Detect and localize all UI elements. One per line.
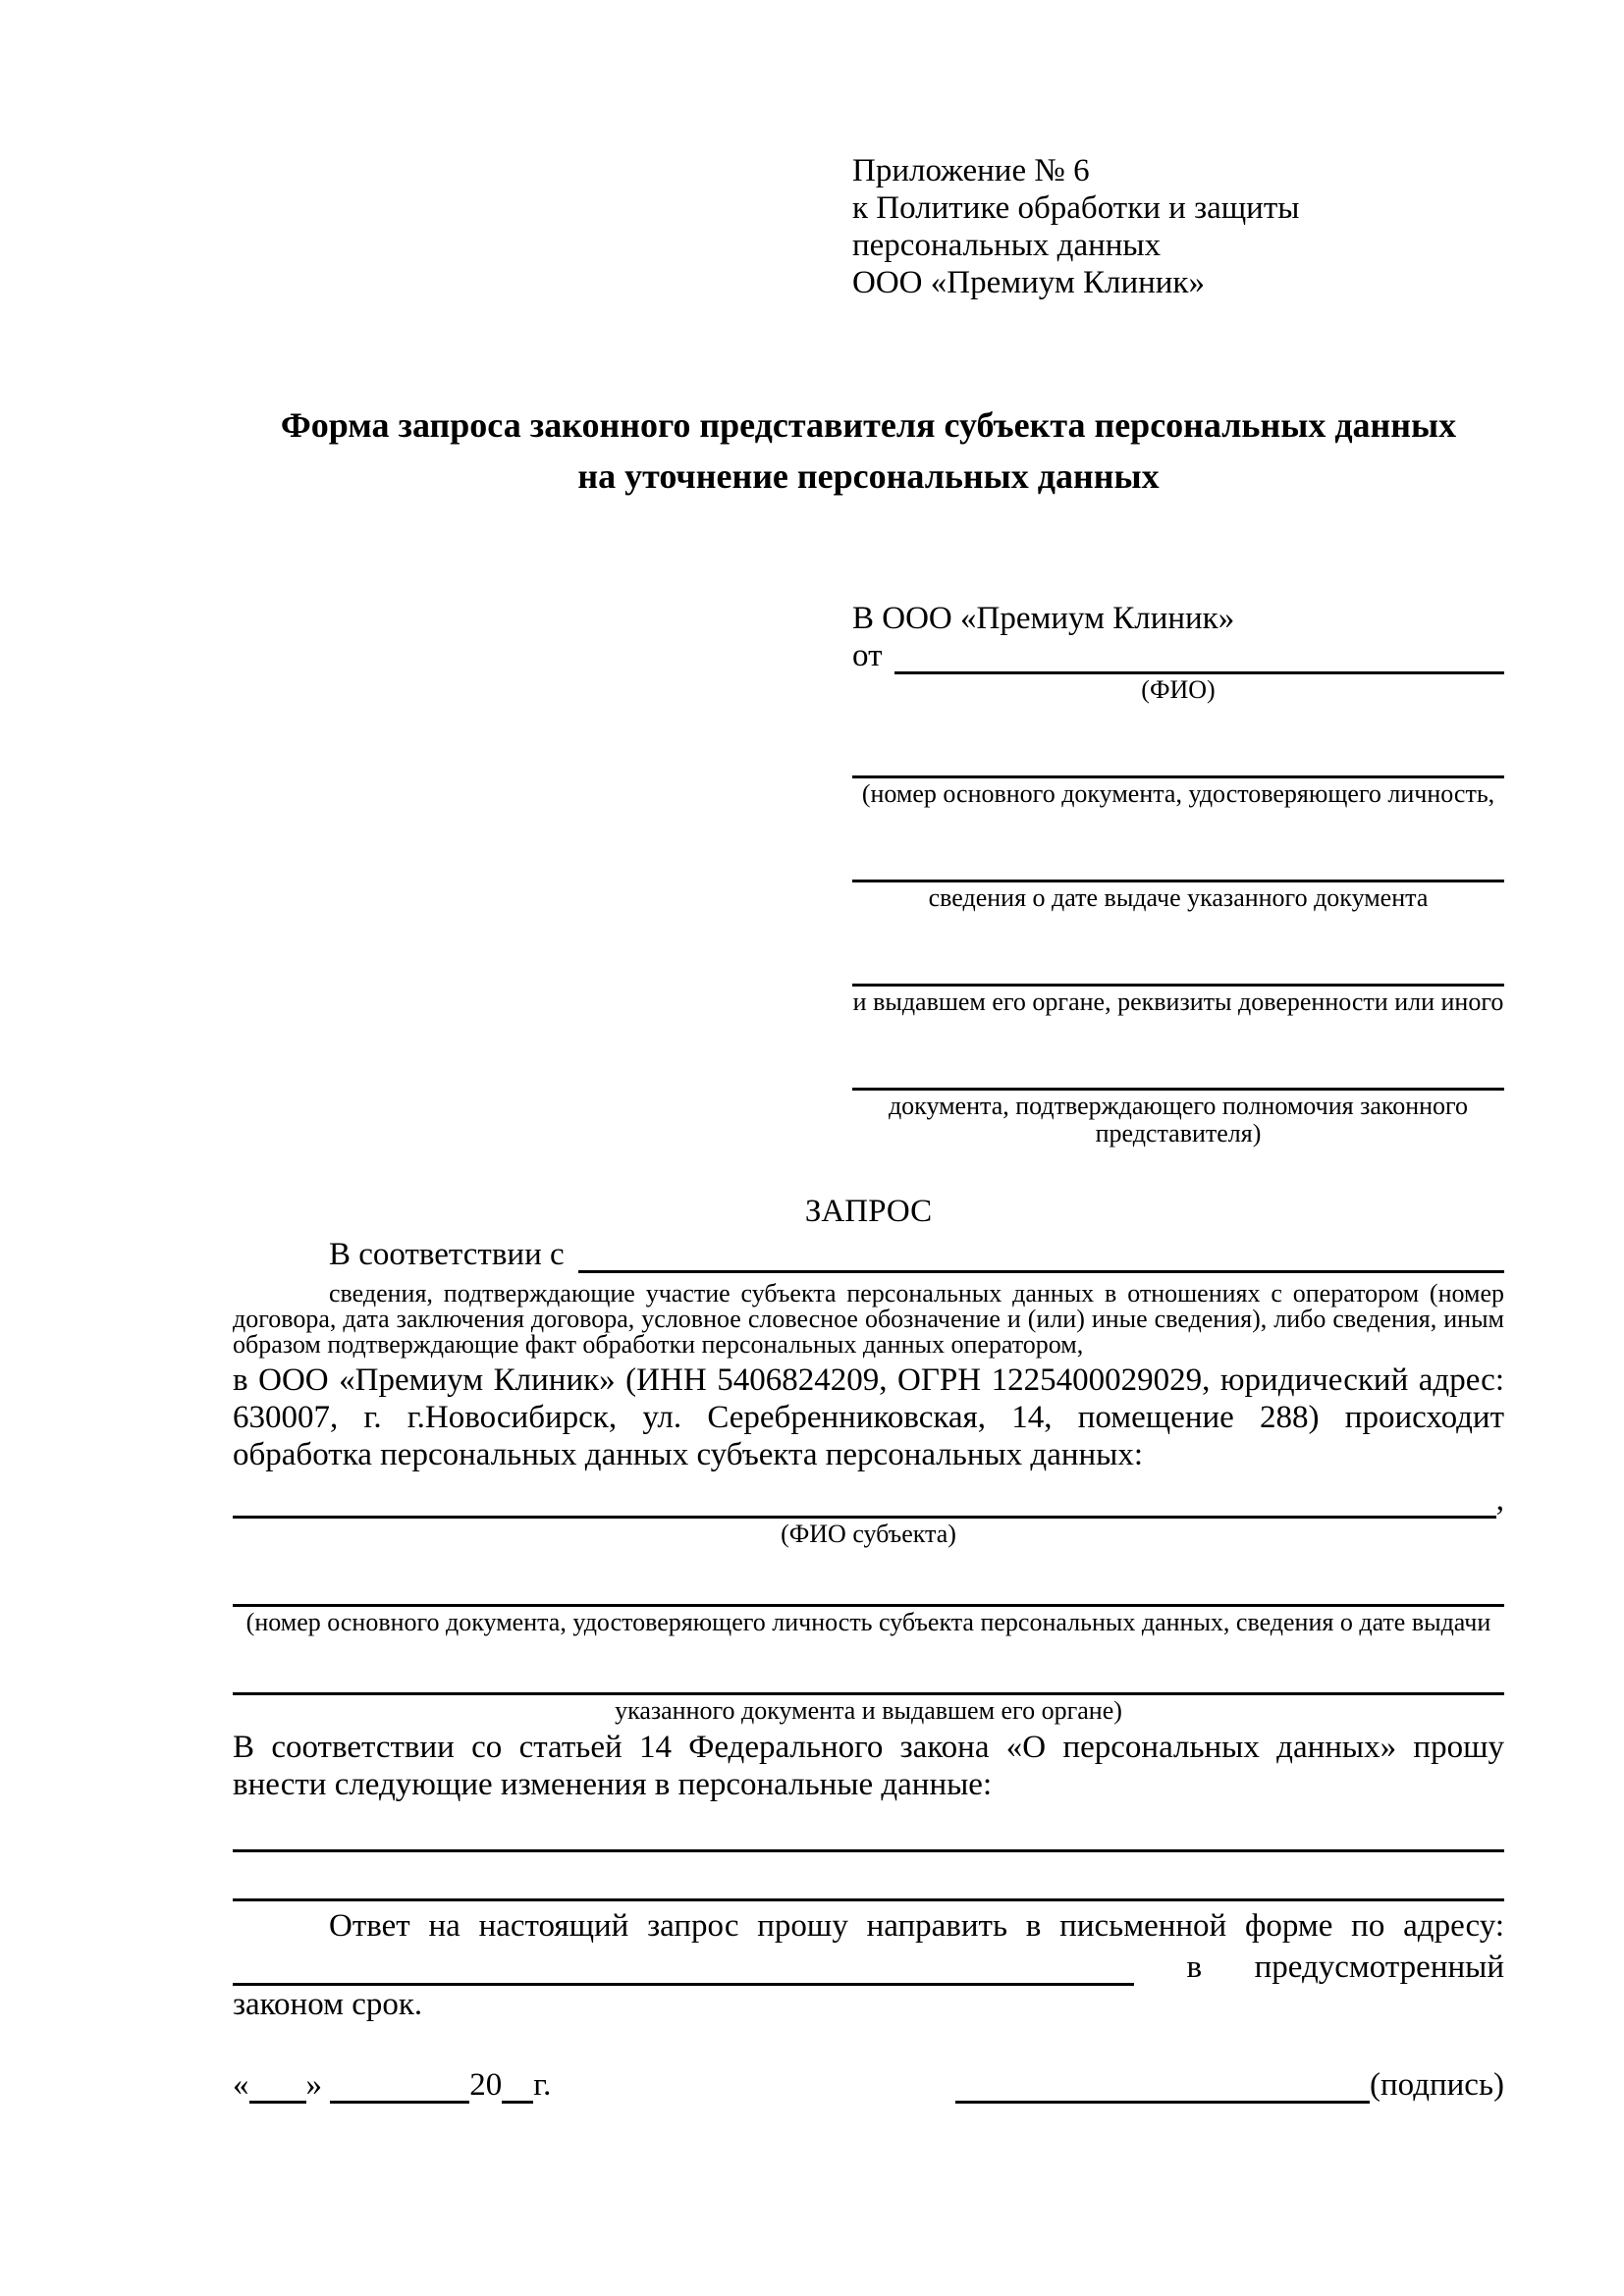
reply-line1: Ответ на настоящий запрос прошу направить в письменной форме по адресу: bbox=[329, 1908, 1504, 1944]
request-heading: ЗАПРОС bbox=[804, 1194, 933, 1229]
law-paragraph: В соответствии со статьей 14 Федерального закона «О персональных данных» прошу внести следующие изменения в персональные данные: bbox=[233, 1730, 1504, 1802]
subject-fio-caption: (ФИО субъекта) bbox=[781, 1520, 956, 1548]
from-label: от bbox=[852, 638, 883, 673]
changes-blank-line-1 bbox=[233, 1803, 1504, 1852]
doc-issue-date-caption: сведения о дате выдаче указанного документа bbox=[928, 883, 1429, 912]
year-suffix: г. bbox=[533, 2067, 552, 2103]
signature-field bbox=[955, 2066, 1504, 2104]
subject-fio-blank-line bbox=[233, 1516, 1496, 1519]
accordance-row bbox=[233, 1236, 1504, 1273]
year-prefix: 20 bbox=[469, 2067, 503, 2103]
footer-row bbox=[233, 2066, 1504, 2104]
page-title-line2: на уточнение персональных данных bbox=[577, 456, 1160, 496]
reply-word-predusmotrenny: предусмотренный bbox=[1254, 1949, 1504, 1985]
doc-number-caption: (номер основного документа, удостоверяющего личность, bbox=[861, 779, 1495, 808]
subject-fio-comma: , bbox=[1495, 1482, 1504, 1518]
quote-open: « bbox=[233, 2067, 249, 2103]
accordance-blank-line bbox=[578, 1270, 1504, 1273]
doc-powers-caption: документа, подтверждающего полномочия законного представителя) bbox=[888, 1092, 1469, 1148]
accordance-prefix: В соответствии с bbox=[329, 1237, 565, 1272]
appendix-line: к Политике обработки и защиты bbox=[852, 190, 1300, 226]
day-blank-line bbox=[249, 2067, 306, 2104]
date-field bbox=[233, 2066, 551, 2104]
reply-line3: законом срок. bbox=[233, 1987, 423, 2022]
doc-issue-date-blank-line bbox=[852, 843, 1504, 882]
fio-caption: (ФИО) bbox=[1141, 675, 1216, 704]
year-blank-line bbox=[502, 2067, 533, 2104]
signature-caption: (подпись) bbox=[1370, 2067, 1504, 2103]
doc-powers-blank-line bbox=[852, 1051, 1504, 1091]
subject-doc-blank-line-1 bbox=[233, 1562, 1504, 1607]
from-row bbox=[852, 637, 1504, 674]
reply-address-row bbox=[233, 1945, 1504, 1986]
signature-blank-line bbox=[955, 2067, 1370, 2104]
appendix-line: персональных данных bbox=[852, 228, 1162, 263]
reply-word-v: в bbox=[1186, 1949, 1203, 1985]
appendix-block bbox=[852, 152, 1504, 301]
doc-number-blank-line bbox=[852, 739, 1504, 778]
addressee-block bbox=[852, 600, 1504, 1148]
subject-doc-caption-2: указанного документа и выдавшем его органе) bbox=[615, 1696, 1122, 1725]
month-blank-line bbox=[330, 2067, 469, 2104]
appendix-line: Приложение № 6 bbox=[852, 153, 1090, 188]
appendix-line: ООО «Премиум Клиник» bbox=[852, 265, 1205, 300]
page-title-line1: Форма запроса законного представителя субъекта персональных данных bbox=[280, 405, 1457, 445]
addressee-to: В ООО «Премиум Клиник» bbox=[852, 601, 1235, 636]
subject-doc-caption-1: (номер основного документа, удостоверяющего личность субъекта персональных данных, сведения о дате выдачи bbox=[245, 1608, 1491, 1636]
changes-blank-line-2 bbox=[233, 1852, 1504, 1901]
fio-blank-line bbox=[894, 671, 1505, 674]
doc-authority-blank-line bbox=[852, 947, 1504, 987]
quote-close: » bbox=[305, 2067, 322, 2103]
subject-fio-row bbox=[233, 1477, 1504, 1519]
page-title bbox=[233, 400, 1504, 502]
doc-authority-caption: и выдавшем его органе, реквизиты доверенности или иного bbox=[852, 988, 1504, 1016]
operator-paragraph: в ООО «Премиум Клиник» (ИНН 5406824209, ОГРН 1225400029029, юридический адрес: 630007, г. г.Новосибирск, ул. Серебренниковская, 14, помещение 288) происходит обработка персональных данных субъекта персональных данных: bbox=[233, 1362, 1504, 1472]
accordance-footnote: сведения, подтверждающие участие субъекта персональных данных в отношениях с оператором (номер договора, дата заключения договора, условное словесное обозначение и (или) иные сведения), либо сведения, иным образом подтверждающие факт обработки персональных данных оператором, bbox=[233, 1279, 1504, 1359]
subject-doc-blank-line-2 bbox=[233, 1650, 1504, 1695]
